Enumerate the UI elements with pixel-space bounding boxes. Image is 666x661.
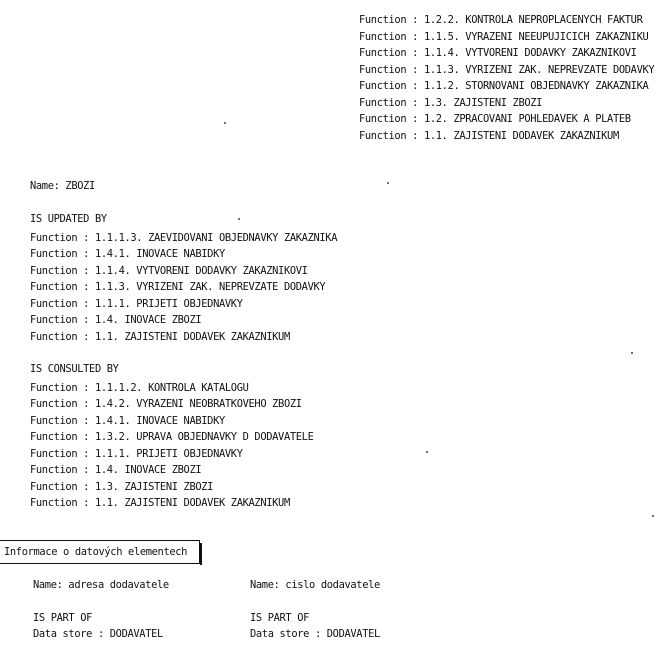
data-element-name: Name: cislo dodavatele xyxy=(250,579,380,591)
function-line: Function : 1.1.1. PRIJETI OBJEDNAVKY xyxy=(30,447,243,460)
function-line: Function : 1.1.1.2. KONTROLA KATALOGU xyxy=(30,381,249,394)
function-list-top xyxy=(359,12,654,144)
updated-by-list xyxy=(30,230,337,346)
data-store-line: Data store : DODAVATEL xyxy=(250,628,380,640)
part-of-heading: IS PART OF xyxy=(250,612,310,624)
section-title-box xyxy=(0,540,200,564)
function-line: Function : 1.1.2. STORNOVANI OBJEDNAVKY ZAKAZNIKA xyxy=(359,80,649,92)
scan-speck xyxy=(238,218,240,220)
part-of-heading: IS PART OF xyxy=(33,612,93,624)
scan-speck xyxy=(224,122,226,124)
section-title: Informace o datových elementech xyxy=(4,546,188,558)
function-line: Function : 1.1.4. VYTVORENI DODAVKY ZAKAZNIKOVI xyxy=(30,264,308,277)
function-line: Function : 1.1. ZAJISTENI DODAVEK ZAKAZNIKUM xyxy=(30,497,290,509)
consulted-by-heading: IS CONSULTED BY xyxy=(30,363,119,375)
function-line: Function : 1.4. INOVACE ZBOZI xyxy=(30,464,202,476)
function-line: Function : 1.1. ZAJISTENI DODAVEK ZAKAZNIKUM xyxy=(359,129,619,142)
function-line: Function : 1.3. ZAJISTENI ZBOZI xyxy=(359,96,543,109)
function-line: Function : 1.1.5. VYRAZENI NEEUPUJICICH ZAKAZNIKU xyxy=(359,30,649,43)
function-line: Function : 1.1.4. VYTVORENI DODAVKY ZAKAZNIKOVI xyxy=(359,47,637,59)
entity-name: Name: ZBOZI xyxy=(30,180,95,192)
data-element-name: Name: adresa dodavatele xyxy=(33,579,169,591)
data-store-line: Data store : DODAVATEL xyxy=(33,628,163,640)
scan-speck xyxy=(631,352,633,354)
scan-speck xyxy=(387,182,389,184)
updated-by-heading: IS UPDATED BY xyxy=(30,213,107,225)
function-line: Function : 1.3.2. UPRAVA OBJEDNAVKY D DODAVATELE xyxy=(30,431,314,443)
scan-speck xyxy=(652,515,654,517)
consulted-by-list xyxy=(30,380,313,512)
function-line: Function : 1.4.1. INOVACE NABIDKY xyxy=(30,248,225,260)
scan-speck xyxy=(426,451,428,453)
function-line: Function : 1.1. ZAJISTENI DODAVEK ZAKAZNIKUM xyxy=(30,330,290,343)
function-line: Function : 1.2.2. KONTROLA NEPROPLACENYCH FAKTUR xyxy=(359,14,643,26)
function-line: Function : 1.1.1. PRIJETI OBJEDNAVKY xyxy=(30,297,243,310)
function-line: Function : 1.3. ZAJISTENI ZBOZI xyxy=(30,480,214,493)
function-line: Function : 1.1.3. VYRIZENI ZAK. NEPREVZATE DODAVKY xyxy=(359,63,655,76)
function-line: Function : 1.4.1. INOVACE NABIDKY xyxy=(30,414,225,427)
function-line: Function : 1.1.3. VYRIZENI ZAK. NEPREVZATE DODAVKY xyxy=(30,281,326,293)
function-line: Function : 1.2. ZPRACOVANI POHLEDAVEK A PLATEB xyxy=(359,113,631,125)
function-line: Function : 1.4.2. VYRAZENI NEOBRATKOVEHO ZBOZI xyxy=(30,398,302,410)
function-line: Function : 1.1.1.3. ZAEVIDOVANI OBJEDNAVKY ZAKAZNIKA xyxy=(30,231,338,244)
function-line: Function : 1.4. INOVACE ZBOZI xyxy=(30,314,202,326)
